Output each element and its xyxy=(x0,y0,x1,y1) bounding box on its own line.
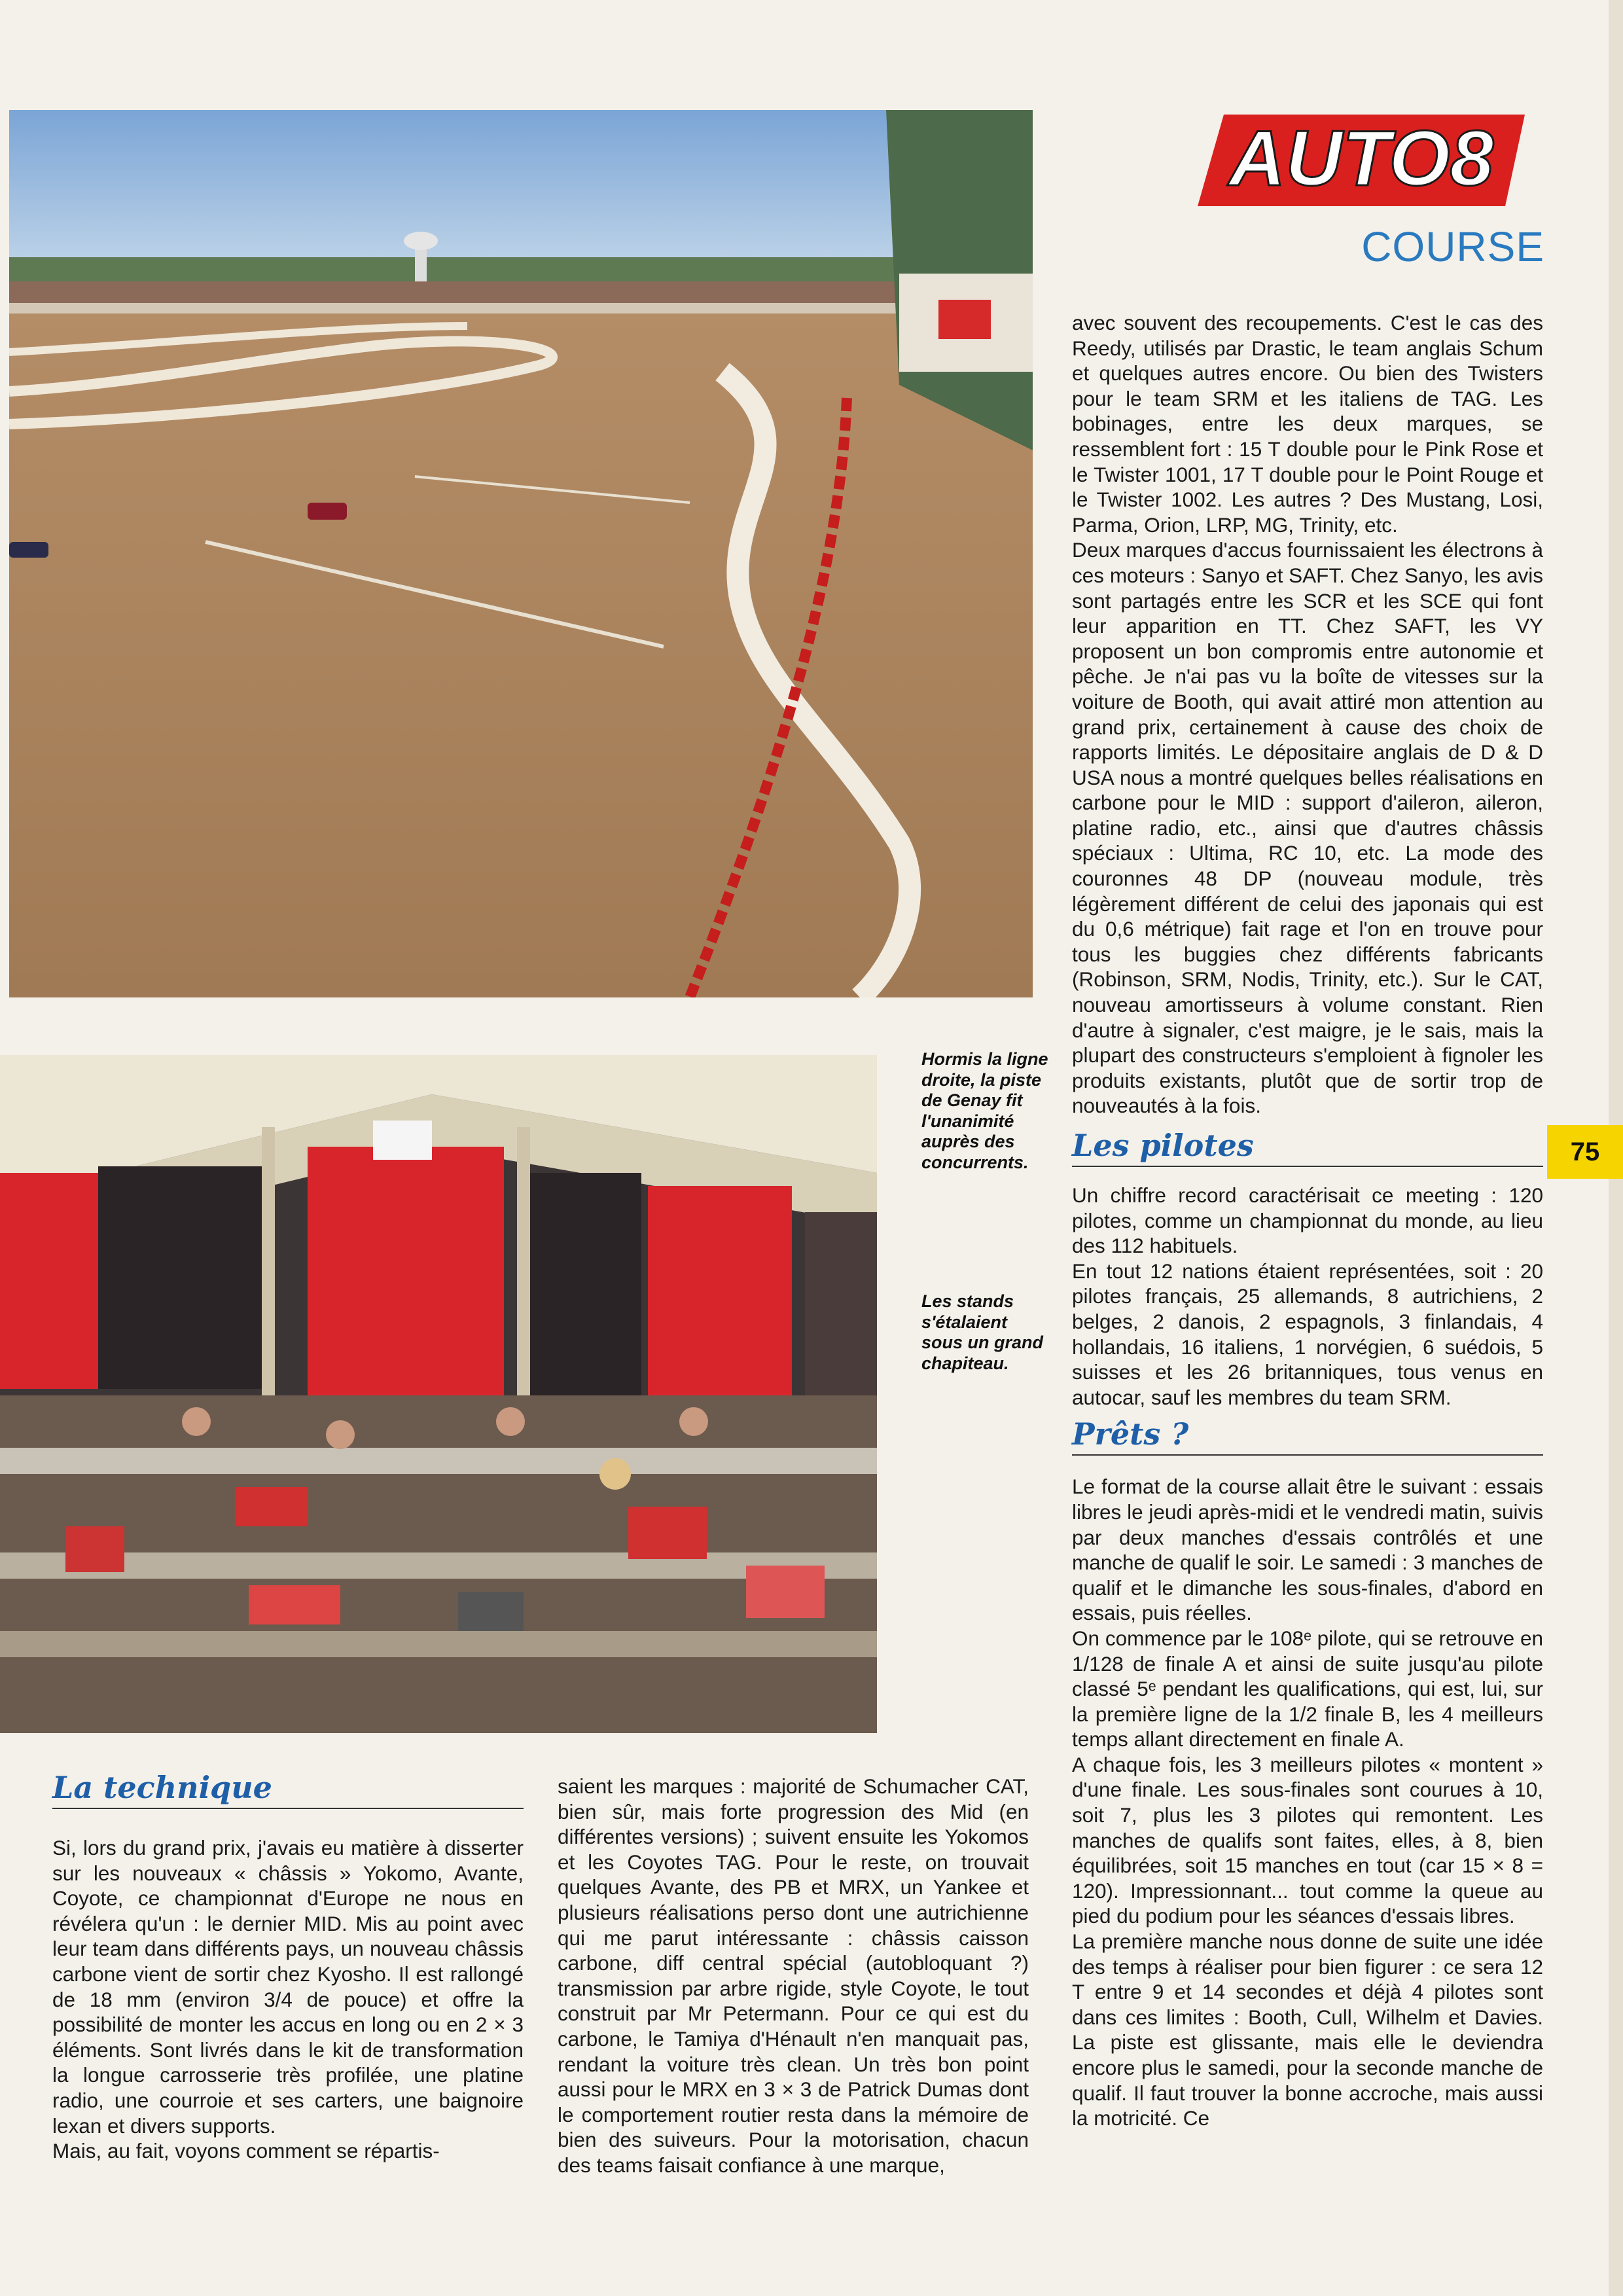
auto8-logo xyxy=(1198,108,1538,209)
paragraph: Mais, au fait, voyons comment se répartis- xyxy=(52,2139,440,2163)
section-label: COURSE xyxy=(1361,223,1544,270)
paragraph: Deux marques d'accus fournissaient les électrons à ces moteurs : Sanyo et SAFT. Chez Sanyo, les avis sont partagés entre les SCR et les SCE qui font leur apparition en TT. Chez SAFT, les VY proposent un bon compromis entre autonomie et pêche. Je n'ai pas vu la boîte de vitesses sur la voiture de Booth, qui avait attiré mon attention au grand prix, certainement à cause des choix de rapports limités. Le dépositaire anglais de D & D USA nous a montré quelques belles réalisations en carbone pour le MID : support d'aileron, aileron, platine radio, etc., ainsi que d'autres châssis spéciaux : Ultima, RC 10, etc. La mode des couronnes 48 DP (nouveau module, très légèrement différent de celui des japonais qui est du 0,6 métrique) fait rage et l'on en trouve pour tous les buggies chez différents fabricants (Robinson, SRM, Nodis, Trinity, etc.). Sur le CAT, nouveau amortisseurs à volume constant. Rien d'autre à signaler, c'est maigre, je le sais, mais la plupart des constructeurs s'emploient à fignoler les produits existants, plutôt que de sortir trop de nouveautés à la fois. xyxy=(1072,538,1543,1118)
heading-la-technique: La technique xyxy=(52,1770,524,1809)
caption-stands: Les stands s'étalaient sous un grand chapiteau. xyxy=(921,1291,1044,1373)
paragraph: La première manche nous donne de suite une idée des temps à réaliser pour bien figurer : ce sera 12 T entre 9 et 14 secondes et déjà 4 pilotes sont dans ces limites : Booth, Cull, Wilhelm et Davies. La piste est glissante, mais elle le deviendra encore plus le samedi, pour la seconde manche de qualif. Il faut trouver la bonne accroche, mais aussi la motricité. Ce xyxy=(1072,1929,1543,2130)
race-track-photo xyxy=(9,110,1033,997)
page-number: 75 xyxy=(1547,1125,1623,1179)
paragraph: avec souvent des recoupements. C'est le cas des Reedy, utilisés par Drastic, le team anglais Schum et quelques autres encore. Ou bien des Twisters pour le team SRM et les italiens de TAG. Les bobinages, entre les deux marques, se ressemblent fort : 15 T double pour le Pink Rose et le Twister 1001, 17 T double pour le Point Rouge et le Twister 1002. Les autres ? Des Mustang, Losi, Parma, Orion, LRP, MG, Trinity, etc. xyxy=(1072,311,1543,537)
right-column xyxy=(1072,310,1543,2131)
heading-prets: Prêts ? xyxy=(1072,1416,1543,1456)
logo-text: AUTO8 xyxy=(1228,115,1494,202)
paragraph: Le format de la course allait être le suivant : essais libres le jeudi après-midi et le vendredi matin, suivis par deux manches d'essais contrôlés et une manche de qualif le soir. Le samedi : 3 manches de qualif et le dimanche les sous-finales, d'abord en essais, puis réelles. xyxy=(1072,1475,1543,1625)
tent-stands-photo xyxy=(0,1055,877,1733)
paragraph: Si, lors du grand prix, j'avais eu matière à disserter sur les nouveaux « châssis » Yokomo, Avante, Coyote, ce championnat d'Europe ne nous en révélera qu'un : le dernier MID. Mis au point avec leur team dans différents pays, un nouveau châssis carbone vient de sortir chez Kyosho. Il est rallongé de 18 mm (environ 3/4 de pouce) et offre la possibilité de monter les accus en long ou en 2 × 3 éléments. Sont livrés dans le kit de transformation la longue carrosserie très profilée, une platine radio, une courroie et ses carters, une baignoire lexan et divers supports. xyxy=(52,1836,524,2138)
middle-column xyxy=(558,1774,1029,2178)
paragraph: saient les marques : majorité de Schumacher CAT, bien sûr, mais forte progression des Mid (en différentes versions) ; suivent ensuite les Yokomos et les Coyotes TAG. Pour le reste, on trouvait quelques Avante, des PB et MRX, un Yankee et plusieurs réalisations perso dont une autrichienne qui me parut intéressante : châssis caisson carbone, diff central spécial (autobloquant ?) transmission par arbre rigide, style Coyote, le tout construit par Mr Petermann. Pour ce qui est du carbone, le Tamiya d'Hénault n'en manquait pas, rendant la voiture très clean. Un très bon point aussi pour le MRX en 3 × 3 de Patrick Dumas dont le comportement routier resta dans la mémoire de bien des suiveurs. Pour la motorisation, chacun des teams faisait confiance à une marque, xyxy=(558,1774,1029,2177)
left-column xyxy=(52,1770,524,2164)
paragraph: A chaque fois, les 3 meilleurs pilotes « montent » d'une finale. Les sous-finales sont courues à 10, soit 7, plus les 3 pilotes qui remontent. Les manches de qualifs sont faites, elles, à 8, bien équilibrées, soit 15 manches en tout (car 15 × 8 = 120). Impressionnant... tout comme la queue au pied du podium pour les séances d'essais libres. xyxy=(1072,1752,1543,1928)
heading-les-pilotes: Les pilotes xyxy=(1072,1128,1543,1167)
paragraph: On commence par le 108ᵉ pilote, qui se retrouve en 1/128 de finale A et ainsi de suite jusqu'au pilote classé 5ᵉ pendant les qualifications, qui est, lui, sur la première ligne de la 1/2 finale B, les 4 meilleurs temps allant directement en finale A. xyxy=(1072,1626,1543,1751)
paragraph: En tout 12 nations étaient représentées, soit : 20 pilotes français, 25 allemands, 8 autrichiens, 2 belges, 2 danois, 2 espagnols, 3 finlandais, 4 hollandais, 16 italiens, 1 norvégien, 6 suédois, 5 suisses et les 26 britanniques, tous venus en autocar, sauf les membres du team SRM. xyxy=(1072,1259,1543,1409)
paragraph: Un chiffre record caractérisait ce meeting : 120 pilotes, comme un championnat du monde, au lieu des 112 habituels. xyxy=(1072,1183,1543,1258)
caption-track: Hormis la ligne droite, la piste de Genay fit l'unanimité auprès des concurrents. xyxy=(921,1049,1048,1172)
